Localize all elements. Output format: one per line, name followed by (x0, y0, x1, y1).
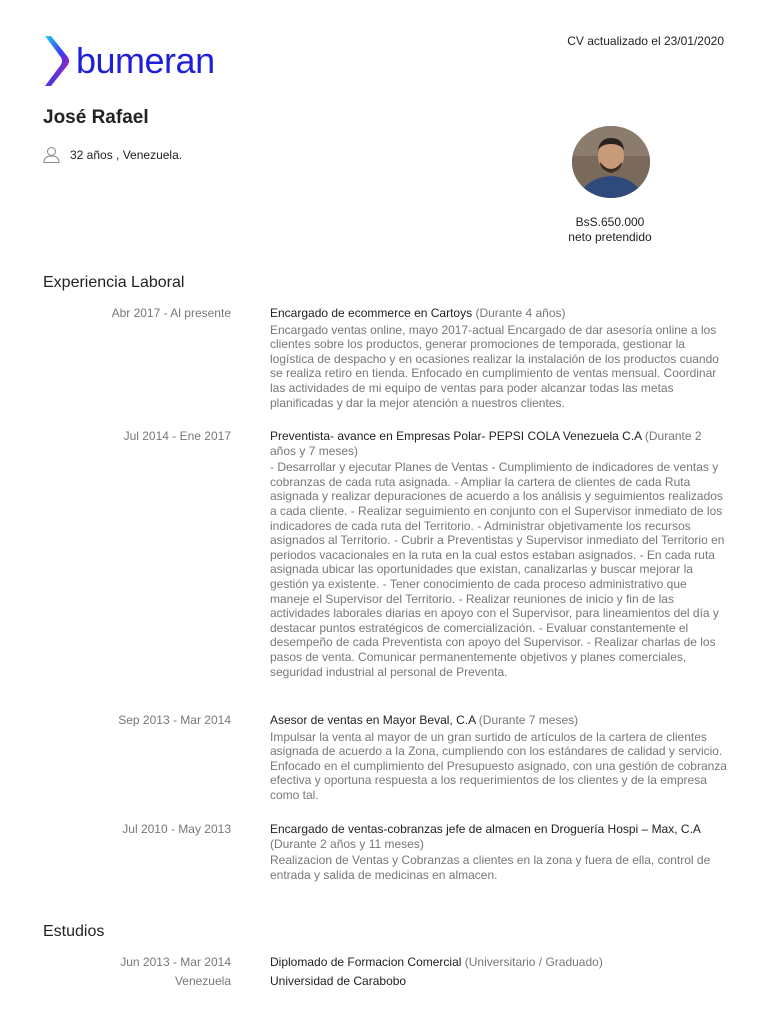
experience-section-title: Experiencia Laboral (43, 274, 185, 291)
salary-amount: BsS.650.000 (575, 215, 645, 229)
logo-text: bumeran (76, 40, 215, 81)
experience-date: Jul 2014 - Ene 2017 (123, 429, 231, 443)
experience-description: Impulsar la venta al mayor de un gran surtido de artículos de la cartera de clientes asignada de acuerdo a la Zona, cumpliendo con los estándares de calidad y servicio. Enfocado en el cumplimiento del Presupuesto asignado, con una gestión de cobranza efectiva y oportuna respuesta a los requerimientos de los clientes y de la empresa como tal. (270, 729, 727, 802)
education-location: Venezuela (174, 974, 231, 988)
cv-updated-date: CV actualizado el 23/01/2020 (567, 34, 724, 48)
education-content (270, 955, 728, 988)
bumeran-logo (42, 34, 215, 88)
experience-date: Jul 2010 - May 2013 (122, 822, 231, 836)
experience-description: - Desarrollar y ejecutar Planes de Ventas - Cumplimiento de indicadores de ventas y cobranzas de cada ruta asignada. - Ampliar la cartera de clientes de cada Ruta asignada y realizar depuraciones de acuerdo a los análisis y seguimientos realizados a cada cliente. - Realizar seguimiento en conjunto con el Supervisor inmediato de los indicadores de cada ruta del Territorio. - Administrar objetivamente los recursos asignados al Territorio. - Cubrir a Preventistas y Supervisor inmediato del Territorio en periodos vacacionales en la ruta en la cual estos estaban asignados. - En cada ruta asignada ubicar las oportunidades que existan, canalizarlas y buscar mejorar la gestión ya existente. - Tener conocimiento de cada proceso administrativo que maneje el Supervisor del Territorio. - Realizar reuniones de inicio y fin de las actividades laborales diarias en apoyo con el Supervisor, para lineamientos del día y destacar puntos estratégicos de comercialización. - Evaluar constantemente el desempeño de cada Preventista con apoyo del Supervisor. - Realizar charlas de los pasos de venta. Comunicar permanentemente objetivos y planes comerciales, seguridad industrial al personal de Preventa. (270, 460, 725, 679)
experience-description: Realizacion de Ventas y Cobranzas a clientes en la zona y fuera de ella, control de entrada y salida de medicinas en almacen. (270, 853, 711, 882)
experience-duration: (Durante 2 años y 11 meses) (270, 836, 424, 851)
age-location-row (43, 146, 182, 163)
experience-duration: (Durante 2 años y 7 meses) (270, 429, 702, 458)
education-level: (Universitario / Graduado) (464, 955, 603, 969)
education-title: Diplomado de Formacion Comercial (270, 955, 462, 969)
experience-duration: (Durante 4 años) (475, 306, 566, 320)
age-location: 32 años , Venezuela. (70, 147, 183, 162)
education-section-title: Estudios (43, 923, 105, 940)
user-icon (43, 146, 60, 163)
education-date: Jun 2013 - Mar 2014 (120, 955, 231, 969)
experience-date: Abr 2017 - Al presente (111, 306, 231, 320)
profile-photo (572, 126, 650, 198)
experience-title: Preventista- avance en Empresas Polar- PEPSI COLA Venezuela C.A (270, 429, 642, 443)
experience-description: Encargado ventas online, mayo 2017-actual Encargado de dar asesoría online a los clientes sobre los productos, generar promociones de temporada, gestionar la logística de despacho y en ocasiones realizar la instalación de los productos cuando se realiza retiro en tienda. Enfocado en cumplimiento de ventas mensual. Coordinar las actividades de mi equipo de ventas para poder alcanzar todas las metas planificadas y dar la mejor atención a nuestros clientes. (270, 322, 719, 410)
experience-date: Sep 2013 - Mar 2014 (118, 713, 231, 727)
education-institution: Universidad de Carabobo (270, 973, 407, 988)
experience-duration: (Durante 7 meses) (478, 713, 579, 727)
experience-title: Encargado de ecommerce en Cartoys (270, 306, 473, 320)
experience-title: Asesor de ventas en Mayor Beval, C.A (270, 713, 476, 727)
experience-content (270, 429, 728, 679)
candidate-name: José Rafael (43, 107, 149, 128)
experience-title: Encargado de ventas-cobranzas jefe de almacen en Droguería Hospi – Max, C.A (270, 822, 701, 836)
experience-content (270, 822, 728, 882)
experience-content (270, 713, 728, 803)
salary-block (540, 215, 680, 245)
education-date-location (31, 955, 231, 989)
salary-note: neto pretendido (568, 230, 652, 244)
bumeran-logo-mark (42, 34, 72, 88)
experience-content (270, 306, 728, 410)
